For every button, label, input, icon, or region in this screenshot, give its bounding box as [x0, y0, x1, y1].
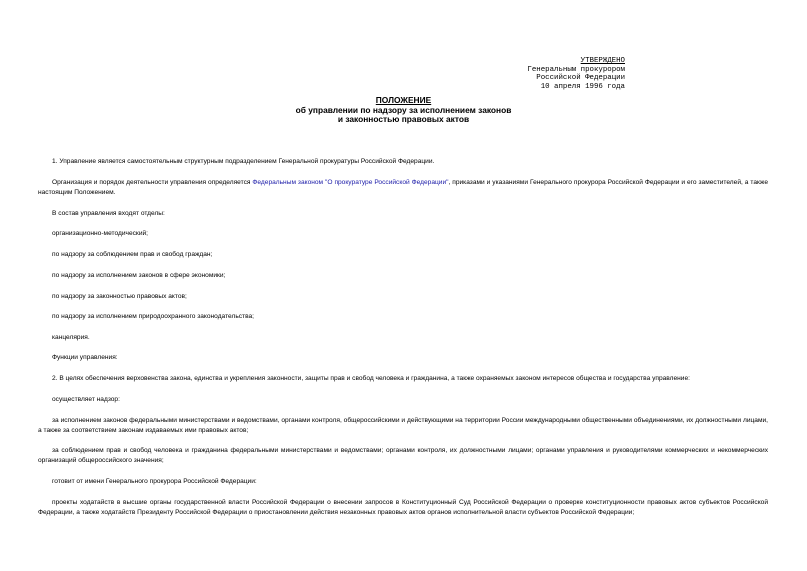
paragraph-14: за соблюдением прав и свобод человека и гражданина федеральными министерствами и ведомствами; органами контроля, их должностными лицами; органами управления и руководителями коммерческих и некоммерческих организаций общероссийского значения;	[38, 447, 768, 465]
paragraph-13: за исполнением законов федеральными министерствами и ведомствами, органами контроля, общероссийскими и действующими на территории России международными общественными объединениями, их должностными лицами, а также за соответствием законам издаваемых ими правовых актов;	[38, 417, 768, 435]
title-line-1: ПОЛОЖЕНИЕ	[375, 95, 432, 105]
approval-stamp	[527, 57, 625, 91]
document-title	[0, 96, 807, 125]
approval-line-by: Генеральным прокурором	[527, 65, 625, 74]
paragraph-8: по надзору за исполнением природоохранного законодательства;	[52, 313, 254, 320]
paragraph-9: канцелярия.	[52, 334, 90, 341]
paragraph-1: 1. Управление является самостоятельным структурным подразделением Генеральной прокуратуры Российской Федерации.	[52, 158, 435, 165]
approval-line-country: Российской Федерации	[536, 74, 625, 83]
paragraph-4: организационно-методический;	[52, 230, 149, 237]
paragraph-2	[38, 178, 768, 198]
paragraph-16: проекты ходатайств в высшие органы государственной власти Российской Федерации о внесении запросов в Конституционный Суд Российской Федерации о проверке конституционности правовых актов субъектов Российской Федерации, а также ходатайств Президенту Российской Федерации о приостановлении действия незаконных правовых актов органов исполнительной власти субъектов Российской Федерации;	[38, 499, 768, 517]
paragraph-11: 2. В целях обеспечения верховенства закона, единства и укрепления законности, защиты прав и свобод человека и гражданина, а также охраняемых законом интересов общества и государства управление:	[52, 375, 690, 382]
title-line-3: и законностью правовых актов	[337, 114, 470, 125]
paragraph-3: В состав управления входят отделы:	[52, 210, 165, 217]
paragraph-7: по надзору за законностью правовых актов;	[52, 293, 187, 300]
paragraph-12: осуществляет надзор:	[52, 396, 120, 403]
approval-line-date: 10 апреля 1996 года	[540, 82, 625, 91]
law-link[interactable]: Федеральным законом "О прокуратуре Российской Федерации"	[252, 179, 449, 186]
paragraph-2-text-before: Организация и порядок деятельности управления определяется	[52, 179, 253, 186]
paragraph-2-text-after: , приказами и указаниями Генерального прокурора Российской Федерации и его заместителей, а также настоящим Положением.	[38, 179, 768, 197]
paragraph-10: Функции управления:	[52, 354, 118, 361]
paragraph-5: по надзору за соблюдением прав и свобод граждан;	[52, 251, 213, 258]
paragraph-6: по надзору за исполнением законов в сфере экономики;	[52, 272, 226, 279]
title-line-2: об управлении по надзору за исполнением законов	[295, 104, 512, 115]
paragraph-15: готовит от имени Генерального прокурора Российской Федерации:	[52, 478, 257, 485]
approval-line-approved: УТВЕРЖДЕНО	[580, 57, 625, 65]
